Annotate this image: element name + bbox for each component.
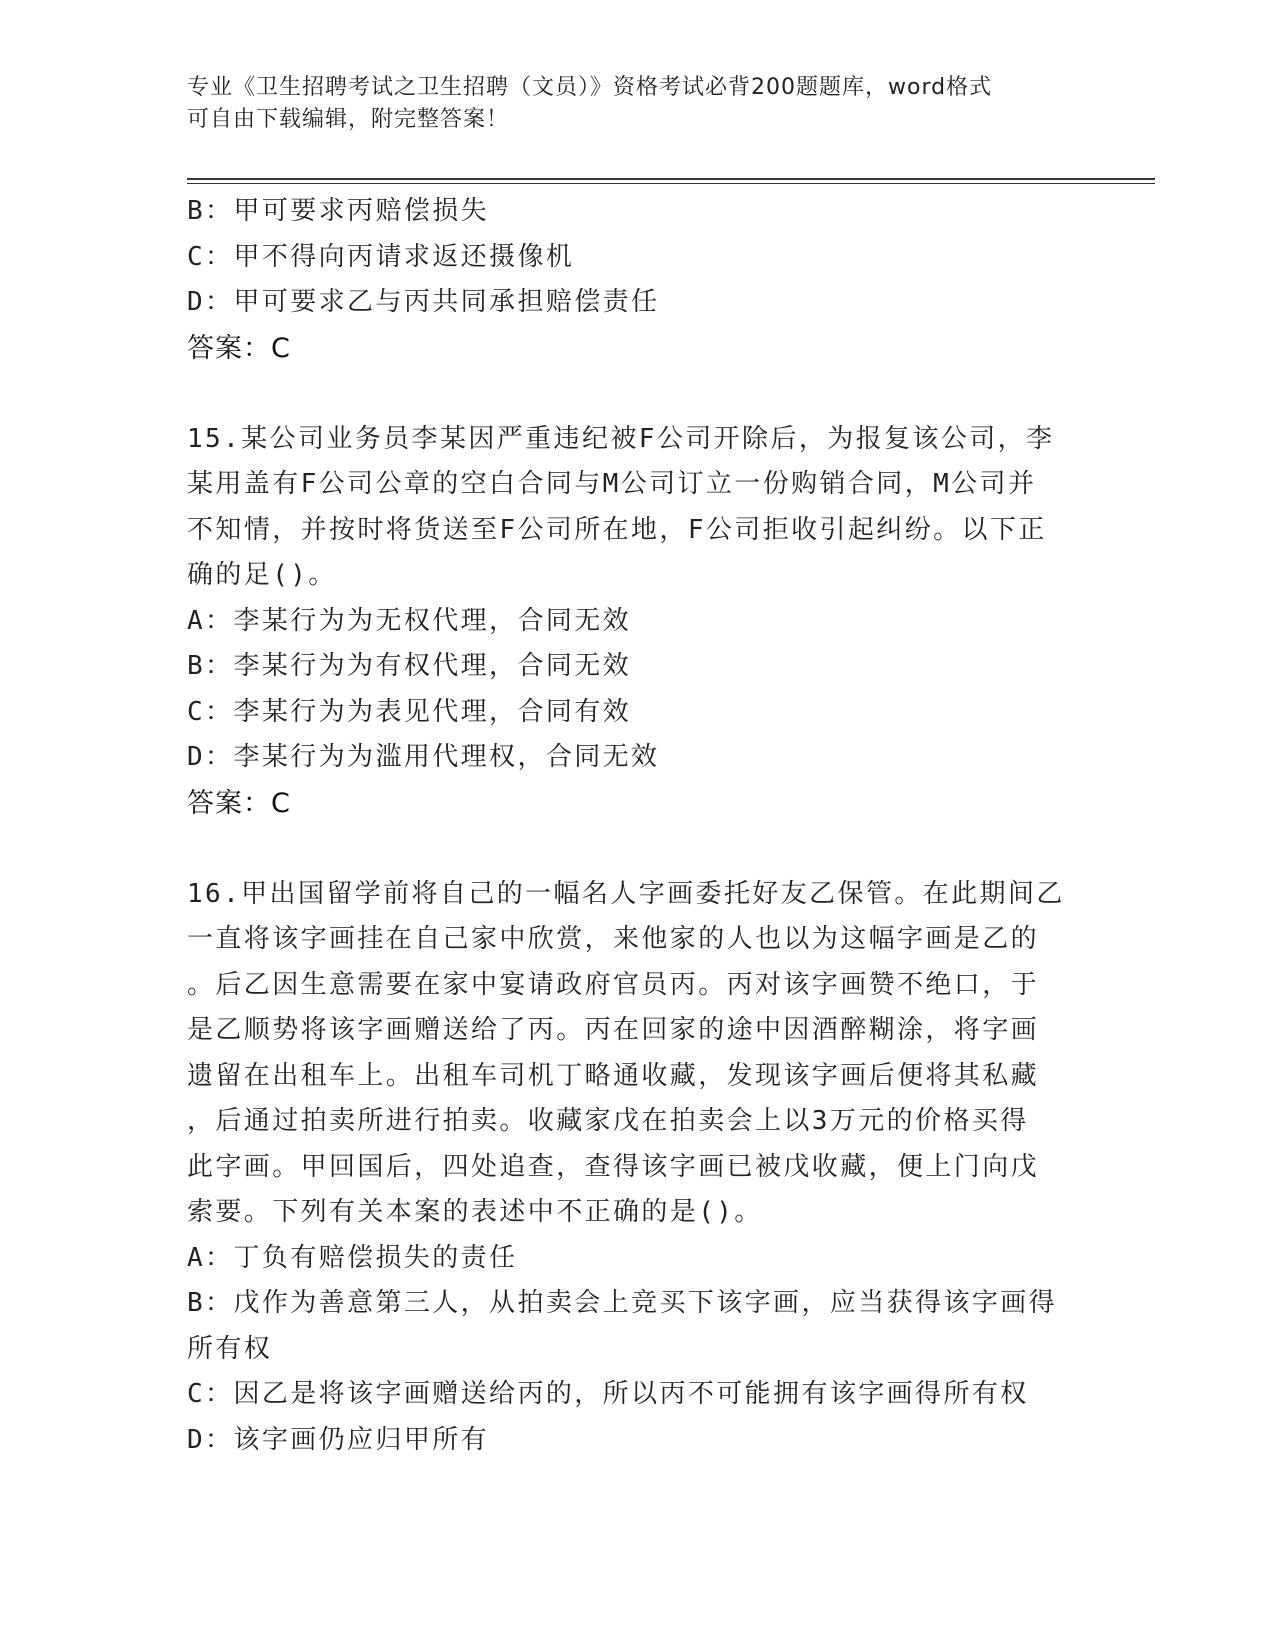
header-divider-thick	[187, 178, 1155, 180]
q15-stem-line: 不知情，并按时将货送至F公司所在地，F公司拒收引起纠纷。以下正	[187, 514, 1047, 545]
header-divider-thin	[187, 183, 1155, 184]
q16-stem-line: 是乙顺势将该字画赠送给了丙。丙在回家的途中因酒醉糊涂，将字画	[187, 1015, 1040, 1045]
q15-option-a: A：李某行为为无权代理，合同无效	[187, 605, 632, 636]
document-header	[187, 72, 1087, 136]
q14-option-b: B：甲可要求丙赔偿损失	[187, 196, 490, 226]
q16-stem-line: 遗留在出租车上。出租车司机丁略通收藏，发现该字画后便将其私藏	[187, 1060, 1040, 1091]
q16-option-c: C：因乙是将该字画赠送给丙的，所以丙不可能拥有该字画得所有权	[187, 1379, 1029, 1409]
question-content	[187, 189, 1087, 1463]
q14-answer: 答案：C	[187, 332, 291, 364]
q16-option-b-line: 所有权	[187, 1333, 273, 1364]
q16-stem-line: 16.甲出国留学前将自己的一幅名人字画委托好友乙保管。在此期间乙	[187, 878, 1065, 909]
header-title-line-2: 可自由下载编辑，附完整答案！	[187, 107, 510, 132]
header-title-line-1: 专业《卫生招聘考试之卫生招聘（文员）》资格考试必背200题题库，word格式	[187, 75, 993, 100]
q14-option-d: D：甲可要求乙与丙共同承担赔偿责任	[187, 287, 660, 317]
question-16	[187, 872, 1087, 1464]
q16-stem-line: 一直将该字画挂在自己家中欣赏，来他家的人也以为这幅字画是乙的	[187, 924, 1040, 954]
question-15	[187, 417, 1087, 827]
q16-stem-line: 索要。下列有关本案的表述中不正确的是()。	[187, 1197, 763, 1227]
q16-option-d: D：该字画仍应归甲所有	[187, 1424, 490, 1455]
q16-stem-line: ，后通过拍卖所进行拍卖。收藏家戊在拍卖会上以3万元的价格买得	[187, 1106, 1029, 1136]
spacer	[187, 826, 1087, 872]
q15-option-b: B：李某行为为有权代理，合同无效	[187, 651, 632, 681]
q16-stem-line: 此字画。甲回国后，四处追查，查得该字画已被戊收藏，便上门向戊	[187, 1151, 1040, 1182]
q14-option-c: C：甲不得向丙请求返还摄像机	[187, 241, 575, 272]
q16-option-a: A：丁负有赔偿损失的责任	[187, 1242, 518, 1273]
q15-stem-line: 15.某公司业务员李某因严重违纪被F公司开除后，为报复该公司，李	[187, 423, 1055, 454]
q15-option-c: C：李某行为为表见代理，合同有效	[187, 696, 632, 727]
q15-stem-line: 某用盖有F公司公章的空白合同与M公司订立一份购销合同，M公司并	[187, 469, 1037, 499]
q15-option-d: D：李某行为为滥用代理权，合同无效	[187, 742, 660, 772]
question-14-tail	[187, 189, 1087, 371]
q15-answer: 答案：C	[187, 787, 291, 819]
spacer	[187, 371, 1087, 417]
q15-stem-line: 确的足()。	[187, 560, 337, 590]
q16-option-b-line: B：戊作为善意第三人，从拍卖会上竞买下该字画，应当获得该字画得	[187, 1288, 1058, 1318]
q16-stem-line: 。后乙因生意需要在家中宴请政府官员丙。丙对该字画赞不绝口，于	[187, 969, 1040, 1000]
